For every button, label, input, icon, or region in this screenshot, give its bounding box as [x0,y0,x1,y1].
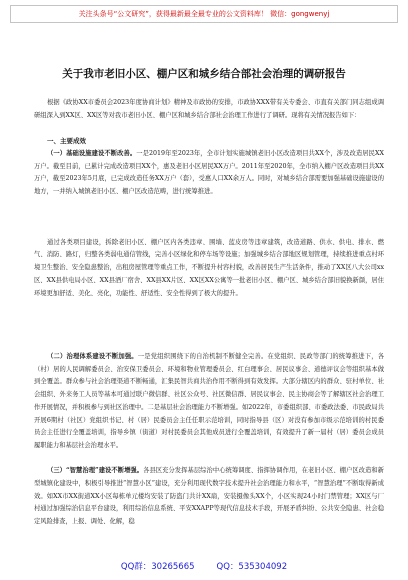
paragraph-infrastructure [34,148,384,237]
page-title: 关于我市老旧小区、棚户区和城乡结合部社会治理的调研报告 [62,68,346,80]
paragraph-text: 一是党组织围绕下的自治机制不断健全完善。在党组织、民政等部门的统筹推进下，各（村）居的人民调解委员会、治安保卫委员会、环境和物业管理委员会、红白理事会、居民议事会、道德评议会等组织基本做到全覆盖。群众参与社会治理渠道不断畅通，汇集民智共商共治作用不断得到有效发挥。大部分辖区内的群众、驻村单位、社会组织、外来务工人员等基本可通过联户微信群、社区公众号、社区微信群、居民议事会、民主协商会等了解辖区社会治理工作开展情况，并积极参与到社区治理中。二是基层社会治理能力不断增强。如2022年，市委组织部、市委政法委、市民政局共开展6期村（社区）党组织书记、村（居）民委员会主任任职示范培训，同时指导县（区）对没有参加市级示范培训的村民委员会主任进行全覆盖培训，指导乡镇（街道）对村民委员会其他成员进行全覆盖培训，有效提升了新一届村（居）委员会成员履职能力和基层社会治理水平。 [34,352,384,449]
contact-footer [0,558,408,574]
paragraph-governance [34,351,384,465]
paragraph-text: 各县区充分发挥基层综治中心统筹调度、指挥协调作用，在老旧小区、棚户区改造和新型城镇化建设中，积极引导推进“智慧小区”建设，充分利用现代数字技术提升社会治理能力和水平，“智慧治理”不断取得新成效。如XX市XX街道XX小区每栋单元楼均安装了防盗门共计XX扇，安装摄像头XX个，小区实现24小时门禁管理；XX区与厂村通过加强综治信息平台建设，利用综治信息系统、平安XXAPP等现代信息技术手段，开展矛盾纠纷、公共安全隐患、社会稳定风险排查，上报、调处、化解，稳 [34,467,384,526]
paragraph-smart-governance [34,465,384,567]
document-body [34,97,384,567]
qq-group-text: QQ群：30265665 [120,562,195,572]
paragraph-lead: （二）治理体系建设不断加强。 [47,352,138,360]
paragraph-lead: （一）基础设施建设不断改善。 [47,149,137,157]
paragraph-projects: 通过各类项目建设，拆除老旧小区、棚户区内各类违章、围墙、蓝皮房等违章建筑，改造道路、供水、供电、排水、燃气、消防、路灯，归整各类弱电通信管线，完善小区绿化和停车场等设施；加强城乡结合部地区规划管理，持续推进重点村环境卫生整治、安全隐患整治，出租房屋管理等重点工作，不断提升村容村貌，改善居民生产生活条件，推动了XX区八大公司xx区、XX县供电局小区、XX县酒厂宿舍、XX县XX片区、XX区XX公寓等一批老旧小区、棚户区、城乡结合部旧貌换新颜，居住环境更加舒适、美化、亮化，功能性、舒适性、安全性得到了极大的提升。 [34,238,384,297]
intro-paragraph: 根据《政协XX市委员会2023年度协商计划》精神及市政协的安排，市政协XXX带有关专委会、市直有关部门同志组成调研组深入到XX区、XX区等对我市老旧小区、棚户区和城乡结合部社会治理工作进行了调研。现将有关情况报告如下： [34,99,384,119]
section-heading: 一、主要成效 [47,137,86,146]
paragraph-text: 一是2019年至2023年，全市计划实施城镇老旧小区改造项目共XX个，涉及改造居民XX万户。截至目前，已累计完成改造项目XX个，惠及老旧小区居民XX万户。2011年至2020年，全市纳入棚户区改造项目共XX万户，截至2023年5月底，已完成改造任务XX万户（套），受惠人口XX余万人。同时，对城乡结合部需要加强基础设施建设的地方，一并纳入城镇老旧小区、棚户区改造范畴，进行统筹推进。 [34,149,384,195]
promo-banner: 关注头条号“公文研究”，获得最新最全最专业的公文资料库！ 微信：gongwenyj [10,5,398,23]
paragraph-lead: （三）“智慧治理”建设不断增强。 [47,467,144,475]
qq-text: QQ：535304092 [216,562,288,572]
